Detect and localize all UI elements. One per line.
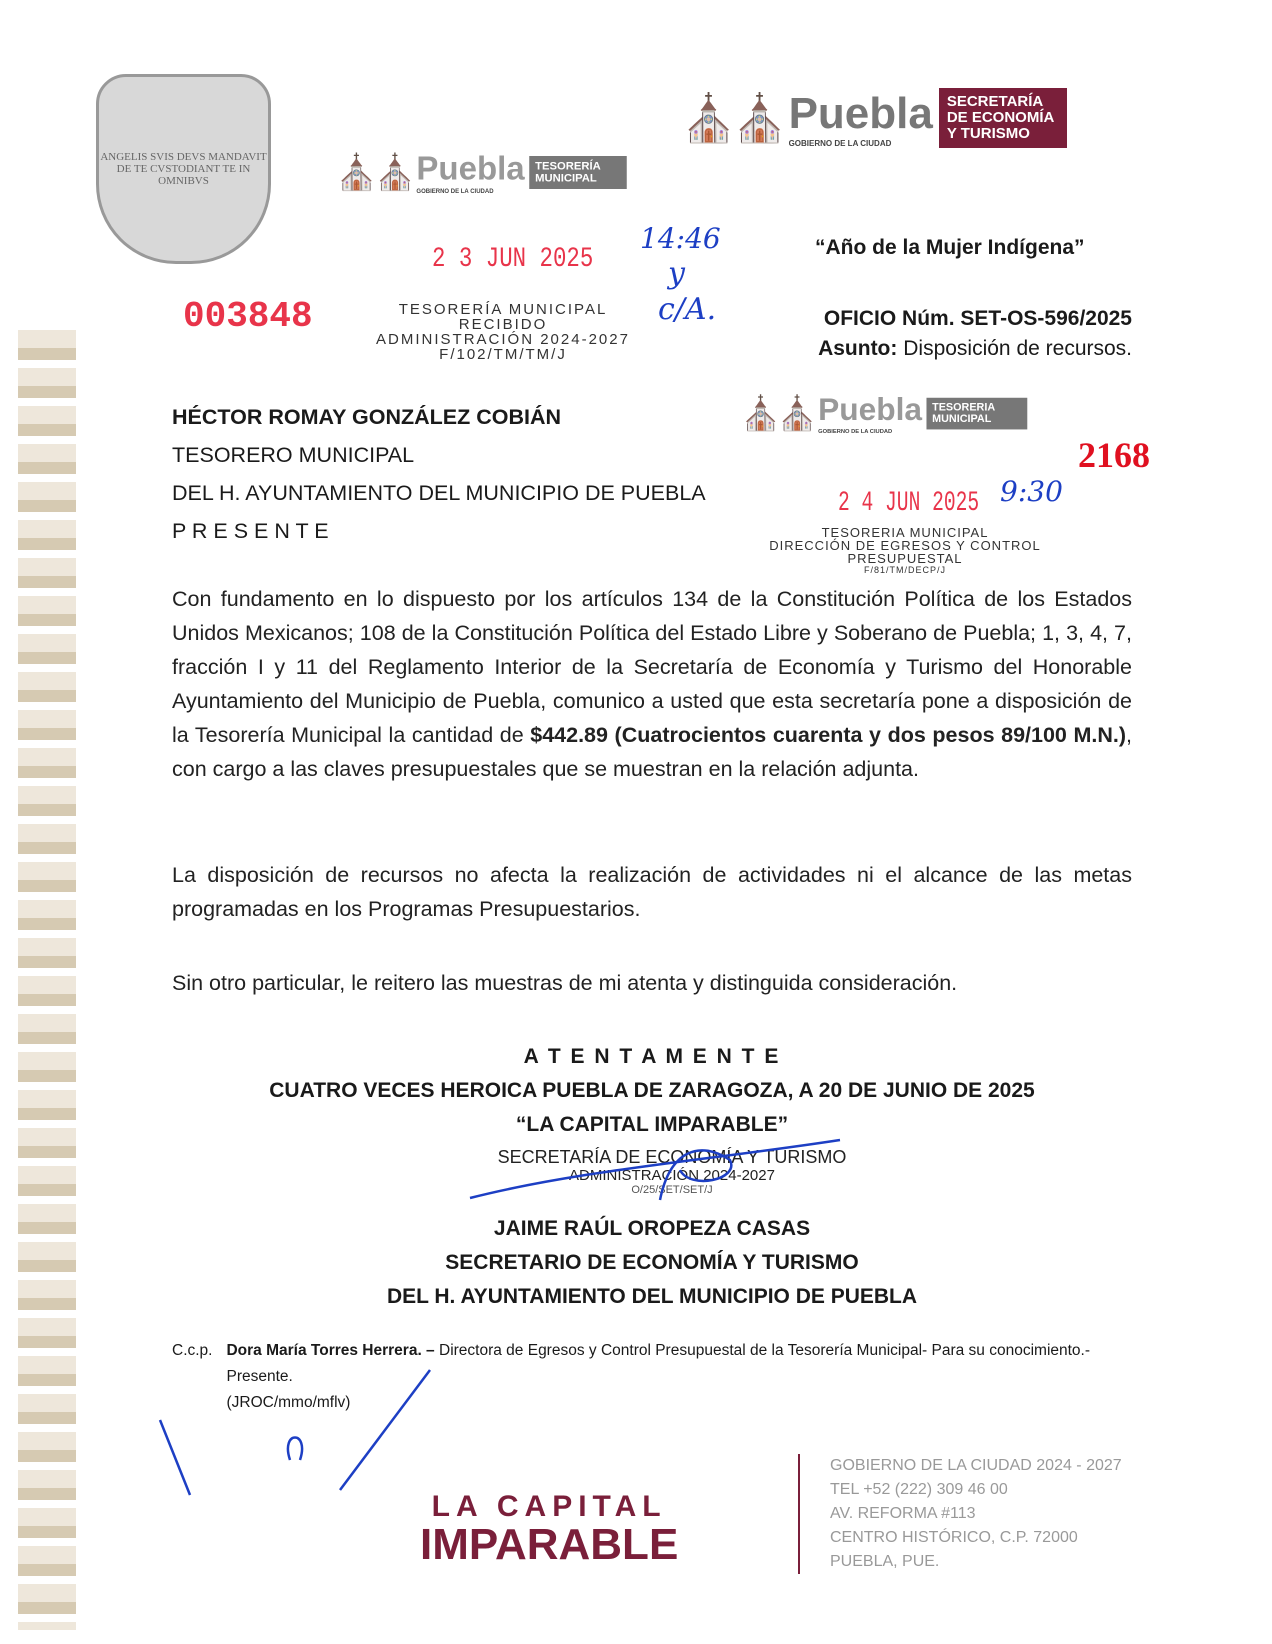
brand-bottom: IMPARABLE	[420, 1520, 679, 1569]
puebla-emblem-icon: ⛪⛪	[335, 152, 412, 192]
stamp-line: ADMINISTRACIÓN 2024-2027	[569, 1167, 775, 1184]
body-text: Con fundamento en lo dispuesto por los artículos 134 de la Constitución Política de los Estados Unidos Mexicanos; 108 de la Constitución Política del Estado Libre y Soberano de Puebla; 1, 3, 4, 7, fracción I y 11 del Reglamento Interior de la Secretaría de Economía y Turismo del Honorable Ayuntamiento del Municipio de Puebla, comunico a usted que esta secretaría pone a disposición de la Tesorería Municipal la cantidad de	[172, 587, 1132, 747]
la-capital-imparable-logo	[420, 1490, 679, 1569]
body-text: , con cargo a las claves presupuestales que se muestran en la relación adjunta.	[172, 723, 1133, 781]
oficio-block	[818, 304, 1132, 364]
logo-word: Puebla	[818, 392, 923, 428]
logo-sub: GOBIERNO DE LA CIUDAD	[818, 428, 893, 435]
logo-box: TESORERÍA MUNICIPAL	[529, 156, 627, 189]
egresos-stamp-text	[760, 526, 1050, 575]
stamp-line: DIRECCIÓN DE EGRESOS Y CONTROL	[769, 538, 1041, 553]
logo-word: Puebla	[416, 150, 525, 187]
footer-line: AV. REFORMA #113	[830, 1505, 976, 1522]
presente: P R E S E N T E	[172, 519, 329, 543]
folio-number: 003848	[183, 296, 313, 337]
logo-box: SECRETARÍA DE ECONOMÍA Y TURISMO	[939, 88, 1067, 148]
brand-top: LA CAPITAL	[431, 1490, 667, 1523]
signer-block	[172, 1212, 1132, 1314]
amount: $442.89 (Cuatrocientos cuarenta y dos pesos 89/100 M.N.)	[530, 723, 1127, 747]
tesoreria-stamp2-logo	[740, 392, 1027, 434]
footer-line: PUEBLA, PUE.	[830, 1553, 940, 1570]
ccp-label: C.c.p.	[172, 1342, 213, 1359]
signer-title: SECRETARIO DE ECONOMÍA Y TURISMO	[445, 1251, 859, 1274]
footer-line: CENTRO HISTÓRICO, C.P. 72000	[830, 1529, 1078, 1546]
atentamente: A T E N T A M E N T E	[523, 1045, 781, 1068]
stamp-line: F/81/TM/DECP/J	[863, 565, 946, 575]
decorative-border	[18, 330, 76, 1630]
puebla-emblem-icon: ⛪⛪	[680, 91, 783, 144]
stamp-line: TESORERIA MUNICIPAL	[821, 525, 989, 540]
logo-word: Puebla	[788, 88, 933, 138]
stamp-line: ADMINISTRACIÓN 2024-2027	[376, 331, 630, 348]
ccp-text: Directora de Egresos y Control Presupuestal de la Tesorería Municipal- Para su conocimiento.- Presente.	[226, 1342, 1091, 1385]
folio-number-2: 2168	[1078, 435, 1150, 475]
recipient-block	[172, 398, 706, 550]
year-motto: “Año de la Mujer Indígena”	[815, 236, 1085, 259]
handwritten-mark: y	[668, 256, 685, 291]
ccp-initials: (JROC/mmo/mflv)	[226, 1394, 351, 1411]
puebla-emblem-icon: ⛪⛪	[740, 394, 814, 432]
body-paragraph-2: La disposición de recursos no afecta la realización de actividades ni el alcance de las metas programadas en los Programas Presupuestarios.	[172, 863, 1132, 921]
body-paragraph-3: Sin otro particular, le reitero las muestras de mi atenta y distinguida consideración.	[172, 971, 958, 995]
footer-line: TEL +52 (222) 309 46 00	[830, 1481, 1008, 1498]
stamp-line: F/102/TM/TM/J	[439, 346, 567, 363]
asunto-value: Disposición de recursos.	[903, 337, 1132, 360]
recipient-title: TESORERO MUNICIPAL	[172, 443, 415, 467]
ccp-name: Dora María Torres Herrera. –	[226, 1342, 435, 1359]
handwritten-time: 14:46	[640, 222, 721, 255]
handwritten-time-2: 9:30	[1000, 475, 1063, 508]
received-date-stamp: 2 3 JUN 2025	[432, 244, 594, 275]
signer-org: DEL H. AYUNTAMIENTO DEL MUNICIPIO DE PUEBLA	[386, 1285, 918, 1308]
closing-block	[172, 1040, 1132, 1142]
oficio-number: OFICIO Núm. SET-OS-596/2025	[823, 307, 1132, 330]
stamp-line: RECIBIDO	[458, 316, 548, 333]
city-seal	[96, 74, 271, 264]
footer-contact	[798, 1454, 1122, 1574]
closing-motto: “LA CAPITAL IMPARABLE”	[515, 1113, 789, 1136]
received-stamp-text	[368, 302, 638, 362]
stamp-line: PRESUPUESTAL	[847, 551, 963, 566]
recipient-name: HÉCTOR ROMAY GONZÁLEZ COBIÁN	[172, 405, 562, 429]
place-date: CUATRO VECES HEROICA PUEBLA DE ZARAGOZA, A 20 DE JUNIO DE 2025	[269, 1079, 1035, 1102]
seal-text: ANGELIS SVIS DEVS MANDAVIT DE TE CVSTODIANT TE IN OMNIBVS	[100, 151, 267, 187]
handwritten-note: c/A.	[658, 292, 717, 327]
logo-box: TESORERIA MUNICIPAL	[926, 397, 1027, 429]
signer-name: JAIME RAÚL OROPEZA CASAS	[493, 1217, 811, 1240]
logo-sub: GOBIERNO DE LA CIUDAD	[416, 187, 494, 195]
body-paragraph-1	[172, 582, 1132, 786]
stamp-line: SECRETARÍA DE ECONOMÍA Y TURISMO	[497, 1147, 847, 1167]
footer-line: GOBIERNO DE LA CIUDAD 2024 - 2027	[830, 1457, 1122, 1474]
signature	[460, 1130, 860, 1210]
recipient-org: DEL H. AYUNTAMIENTO DEL MUNICIPIO DE PUEBLA	[172, 481, 706, 505]
stamp-line: O/25/SET/SET/J	[631, 1184, 713, 1196]
logo-sub: GOBIERNO DE LA CIUDAD	[788, 138, 892, 148]
received-date-stamp-2: 2 4 JUN 2025	[838, 488, 980, 519]
tesoreria-stamp-logo	[335, 150, 627, 194]
initials-scribbles	[150, 1360, 450, 1500]
stamp-line: TESORERÍA MUNICIPAL	[398, 301, 608, 318]
puebla-economia-logo	[680, 88, 1067, 148]
asunto-label: Asunto:	[818, 337, 898, 360]
